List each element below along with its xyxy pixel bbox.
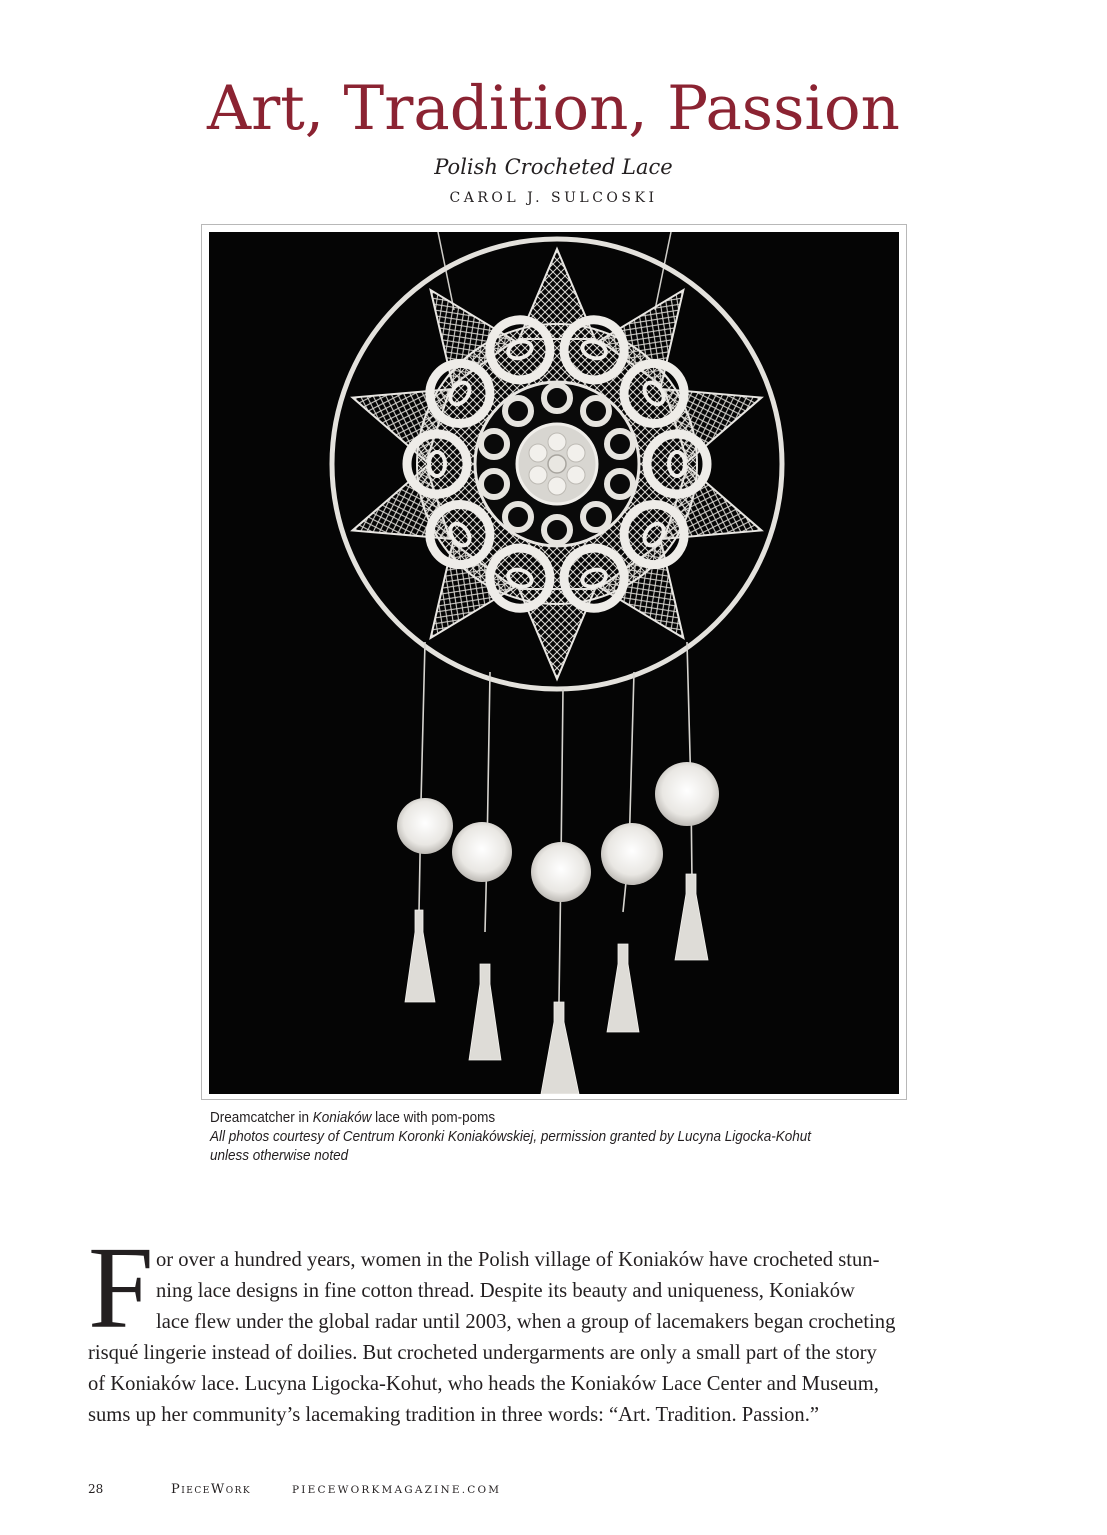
photo-credit-cont	[210, 1146, 840, 1165]
body-line-4: risqué lingerie instead of doilies. But crocheted undergarments are only a small part of the story	[88, 1342, 877, 1364]
caption-italic: Koniaków	[312, 1109, 372, 1126]
body-line-1: or over a hundred years, women in the Polish village of Koniaków have crocheted stun-	[156, 1249, 880, 1271]
magazine-url: PIECEWORKMAGAZINE.COM	[292, 1484, 502, 1496]
article-subtitle: Polish Crocheted Lace	[434, 155, 673, 179]
article-body	[88, 1245, 1018, 1431]
article-title: Art, Tradition, Passion	[207, 73, 900, 144]
caption-line	[210, 1108, 840, 1127]
dreamcatcher-illustration	[209, 232, 899, 1094]
credit-line-2: unless otherwise noted	[210, 1147, 349, 1164]
photo-caption	[210, 1108, 840, 1165]
caption-prefix: Dreamcatcher in	[210, 1109, 313, 1126]
body-line-6: sums up her community’s lacemaking tradition in three words: “Art. Tradition. Passion.”	[88, 1404, 819, 1426]
page-number: 28	[88, 1482, 104, 1496]
magazine-name: PieceWork	[171, 1482, 252, 1497]
body-line-3: lace flew under the global radar until 2003, when a group of lacemakers began crocheting	[156, 1311, 896, 1333]
photo-frame	[201, 224, 907, 1100]
drop-cap: F	[88, 1222, 154, 1353]
body-line-2: ning lace designs in fine cotton thread. Despite its beauty and uniqueness, Koniaków	[156, 1280, 855, 1302]
photo-credit	[210, 1127, 840, 1146]
caption-suffix: lace with pom-poms	[371, 1109, 496, 1126]
dreamcatcher-photo	[209, 232, 899, 1094]
author-byline: CAROL J. SULCOSKI	[449, 190, 658, 206]
credit-line-1: All photos courtesy of Centrum Koronki Koniakówskiej, permission granted by Lucyna Ligocka-Kohut	[210, 1128, 812, 1145]
body-line-5: of Koniaków lace. Lucyna Ligocka-Kohut, who heads the Koniaków Lace Center and Museum,	[88, 1373, 879, 1395]
